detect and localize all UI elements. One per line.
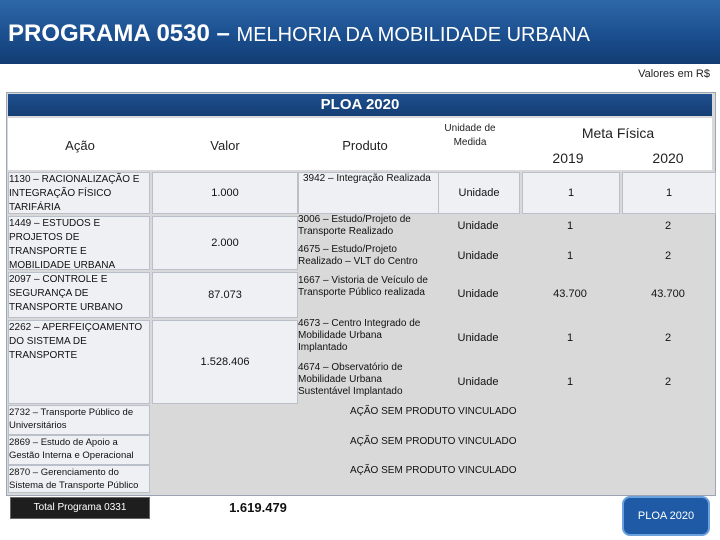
table-banner: PLOA 2020 — [8, 94, 712, 116]
page-title — [8, 20, 590, 48]
col-2020: 2020 — [652, 150, 684, 166]
meta2019-3: 1 — [566, 250, 574, 262]
produto-4674: 4674 – Observatório de Mobilidade Urbana Sustentável Implantado — [298, 362, 403, 397]
sem-produto-2870: AÇÃO SEM PRODUTO VINCULADO — [350, 465, 517, 476]
sem-produto-2869: AÇÃO SEM PRODUTO VINCULADO — [350, 436, 517, 447]
acao-2869: 2869 – Estudo de Apoio a Gestão Interna e Operacional — [8, 435, 150, 465]
produto-4675: 4675 – Estudo/Projeto Realizado – VLT do Centro — [298, 244, 418, 267]
produto-1667: 1667 – Vistoria de Veículo de Transporte Público realizada — [298, 275, 428, 298]
title-dash: – — [209, 20, 237, 47]
total-label: Total Programa 0331 — [10, 497, 150, 519]
valor-1130: 1.000 — [152, 172, 298, 214]
unidade-2: Unidade — [457, 220, 499, 232]
meta2019-2: 1 — [566, 220, 574, 232]
acao-2870: 2870 – Gerenciamento do Sistema de Transporte Público — [8, 465, 150, 493]
meta2019-5: 1 — [566, 332, 574, 344]
valor-1449: 2.000 — [152, 216, 298, 270]
col-meta: Meta Física — [581, 125, 655, 141]
col-acao: Ação — [65, 138, 95, 153]
acao-1449: 1449 – ESTUDOS E PROJETOS DE TRANSPORTE E MOBILIDADE URBANA — [8, 216, 150, 270]
valor-2097: 87.073 — [152, 272, 298, 318]
meta2020-1: 1 — [622, 172, 716, 214]
produto-4673: 4673 – Centro Integrado de Mobilidade Urbana Implantado — [298, 318, 421, 353]
unidade-6: Unidade — [457, 376, 499, 388]
unidade-4: Unidade — [457, 288, 499, 300]
meta2020-2: 2 — [664, 220, 672, 232]
title-main: PROGRAMA 0530 — [8, 20, 210, 47]
unidade-3: Unidade — [457, 250, 499, 262]
meta2019-1: 1 — [522, 172, 620, 214]
unidade-5: Unidade — [457, 332, 499, 344]
currency-note: Valores em R$ — [638, 68, 710, 80]
unidade-1: Unidade — [438, 172, 520, 214]
meta2020-6: 2 — [664, 376, 672, 388]
sem-produto-2732: AÇÃO SEM PRODUTO VINCULADO — [350, 406, 517, 417]
meta2019-6: 1 — [566, 376, 574, 388]
produto-3942: 3942 – Integração Realizada — [298, 172, 440, 214]
col-unidade: Unidade de Medida — [444, 123, 496, 148]
acao-2262: 2262 – APERFEIÇOAMENTO DO SISTEMA DE TRANSPORTE — [8, 320, 150, 404]
ploa-2020-button[interactable]: PLOA 2020 — [622, 496, 710, 536]
acao-1130: 1130 – RACIONALIZAÇÃO E INTEGRAÇÃO FÍSICO TARIFÁRIA — [8, 172, 150, 214]
col-produto: Produto — [342, 138, 388, 153]
meta2020-5: 2 — [664, 332, 672, 344]
acao-2097: 2097 – CONTROLE E SEGURANÇA DE TRANSPORTE URBANO — [8, 272, 150, 318]
produto-3006: 3006 – Estudo/Projeto de Transporte Realizado — [298, 214, 411, 237]
meta2020-3: 2 — [664, 250, 672, 262]
meta2020-4: 43.700 — [651, 288, 685, 300]
acao-2732: 2732 – Transporte Público de Universitários — [8, 405, 150, 435]
meta2019-4: 43.700 — [553, 288, 587, 300]
col-valor: Valor — [210, 138, 240, 153]
title-sub: MELHORIA DA MOBILIDADE URBANA — [236, 24, 590, 46]
valor-2262: 1.528.406 — [152, 320, 298, 404]
total-value: 1.619.479 — [229, 500, 287, 515]
col-2019: 2019 — [552, 150, 584, 166]
